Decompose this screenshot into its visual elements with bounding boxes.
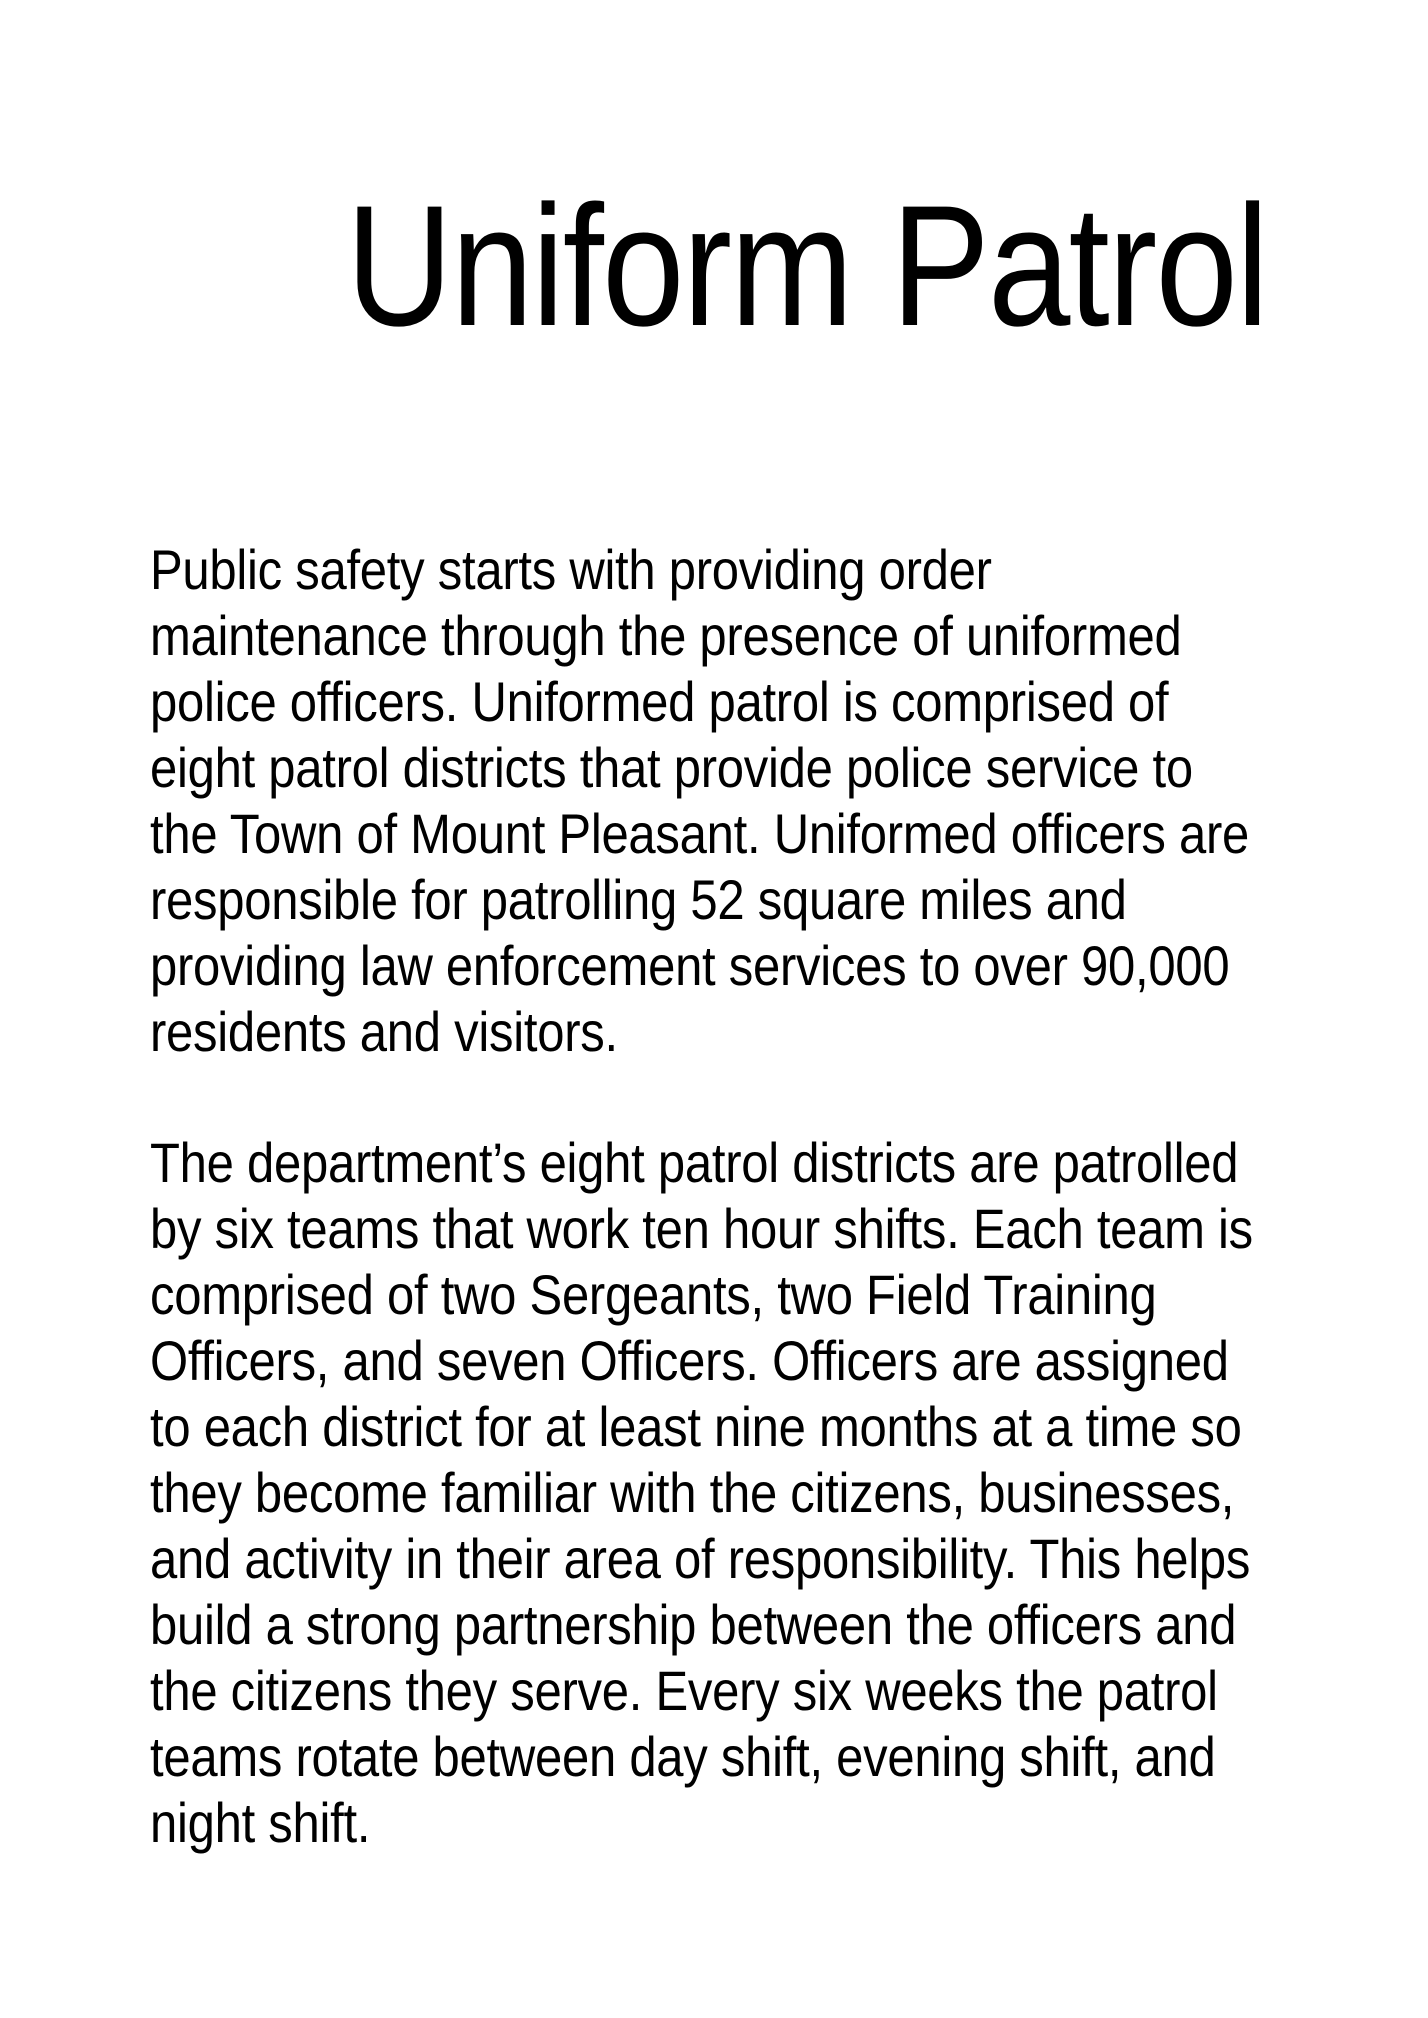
text-line: the Town of Mount Pleasant. Uniformed officers are	[150, 802, 1250, 865]
text-line: responsible for patrolling 52 square miles and	[150, 868, 1127, 931]
text-line: night shift.	[150, 1791, 371, 1854]
page-title: Uniform Patrol	[346, 170, 1268, 362]
text-line: providing law enforcement services to over 90,000	[150, 934, 1230, 997]
text-line: comprised of two Sergeants, two Field Training	[150, 1263, 1157, 1326]
text-line: by six teams that work ten hour shifts. Each team is	[150, 1197, 1253, 1260]
text-line: the citizens they serve. Every six weeks the patrol	[150, 1659, 1218, 1722]
text-line: build a strong partnership between the officers and	[150, 1593, 1237, 1656]
text-line: maintenance through the presence of uniformed	[150, 604, 1182, 667]
text-line: The department’s eight patrol districts are patrolled	[150, 1131, 1239, 1194]
text-line: to each district for at least nine months at a time so	[150, 1395, 1242, 1458]
text-line: teams rotate between day shift, evening shift, and	[150, 1725, 1216, 1788]
text-line: Officers, and seven Officers. Officers are assigned	[150, 1329, 1229, 1392]
text-line: eight patrol districts that provide police service to	[150, 736, 1193, 799]
paragraph-patrol-teams	[150, 1130, 1428, 1856]
text-line: police officers. Uniformed patrol is comprised of	[150, 670, 1169, 733]
text-line: and activity in their area of responsibility. This helps	[150, 1527, 1251, 1590]
text-line: residents and visitors.	[150, 1000, 618, 1063]
text-line: they become familiar with the citizens, businesses,	[150, 1461, 1235, 1524]
text-line: Public safety starts with providing order	[150, 538, 992, 601]
paragraph-patrol-overview	[150, 537, 1428, 1065]
